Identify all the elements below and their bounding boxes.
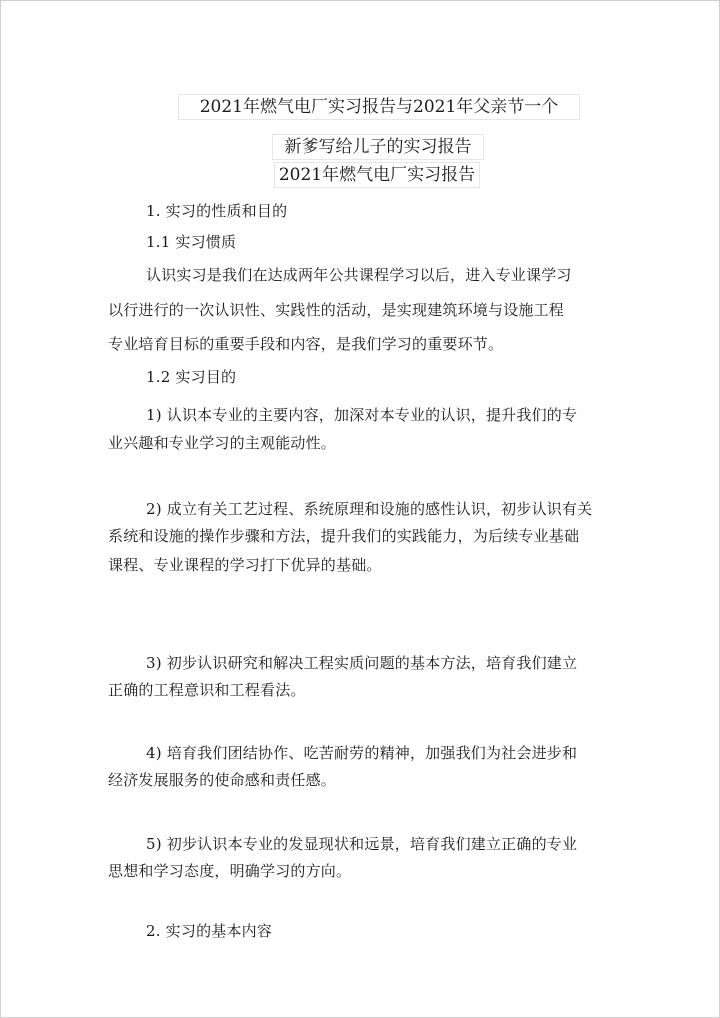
paragraph-line: 认识实习是我们在达成两年公共课程学习以后，进入专业课学习: [146, 266, 572, 284]
heading-2: 2. 实习的基本内容: [146, 922, 273, 940]
list-item-line: 课程、专业课程的学习打下优异的基础。: [108, 556, 382, 574]
list-item-line: 思想和学习态度，明确学习的方向。: [108, 862, 352, 880]
list-item-line: 正确的工程意识和工程看法。: [108, 681, 306, 699]
list-item-line: 业兴趣和专业学习的主观能动性。: [108, 434, 337, 452]
list-item-line: 2) 成立有关工艺过程、系统原理和设施的感性认识，初步认识有关: [146, 500, 593, 518]
paragraph-line: 以行进行的一次认识性、实践性的活动，是实现建筑环境与设施工程: [108, 301, 565, 319]
list-item-line: 3) 初步认识研究和解决工程实质问题的基本方法，培育我们建立: [146, 654, 578, 672]
list-item-line: 经济发展服务的使命感和责任感。: [108, 771, 337, 789]
list-item-line: 5) 初步认识本专业的发显现状和远景，培育我们建立正确的专业: [146, 835, 578, 853]
heading-1: 1. 实习的性质和目的: [146, 202, 288, 220]
list-item-line: 1) 认识本专业的主要内容，加深对本专业的认识，提升我们的专: [146, 406, 578, 424]
paragraph-line: 专业培育目标的重要手段和内容，是我们学习的重要环节。: [108, 335, 504, 353]
heading-1-2: 1.2 实习目的: [146, 368, 237, 386]
heading-1-1: 1.1 实习惯质: [146, 233, 237, 251]
title-line-1: 2021年燃气电厂实习报告与2021年父亲节一个: [178, 94, 580, 120]
title-line-3: 2021年燃气电厂实习报告: [274, 162, 480, 188]
list-item-line: 系统和设施的操作步骤和方法，提升我们的实践能力，为后续专业基础: [108, 527, 580, 545]
title-line-2: 新爹写给儿子的实习报告: [272, 134, 484, 160]
list-item-line: 4) 培育我们团结协作、吃苦耐劳的精神，加强我们为社会进步和: [146, 744, 578, 762]
